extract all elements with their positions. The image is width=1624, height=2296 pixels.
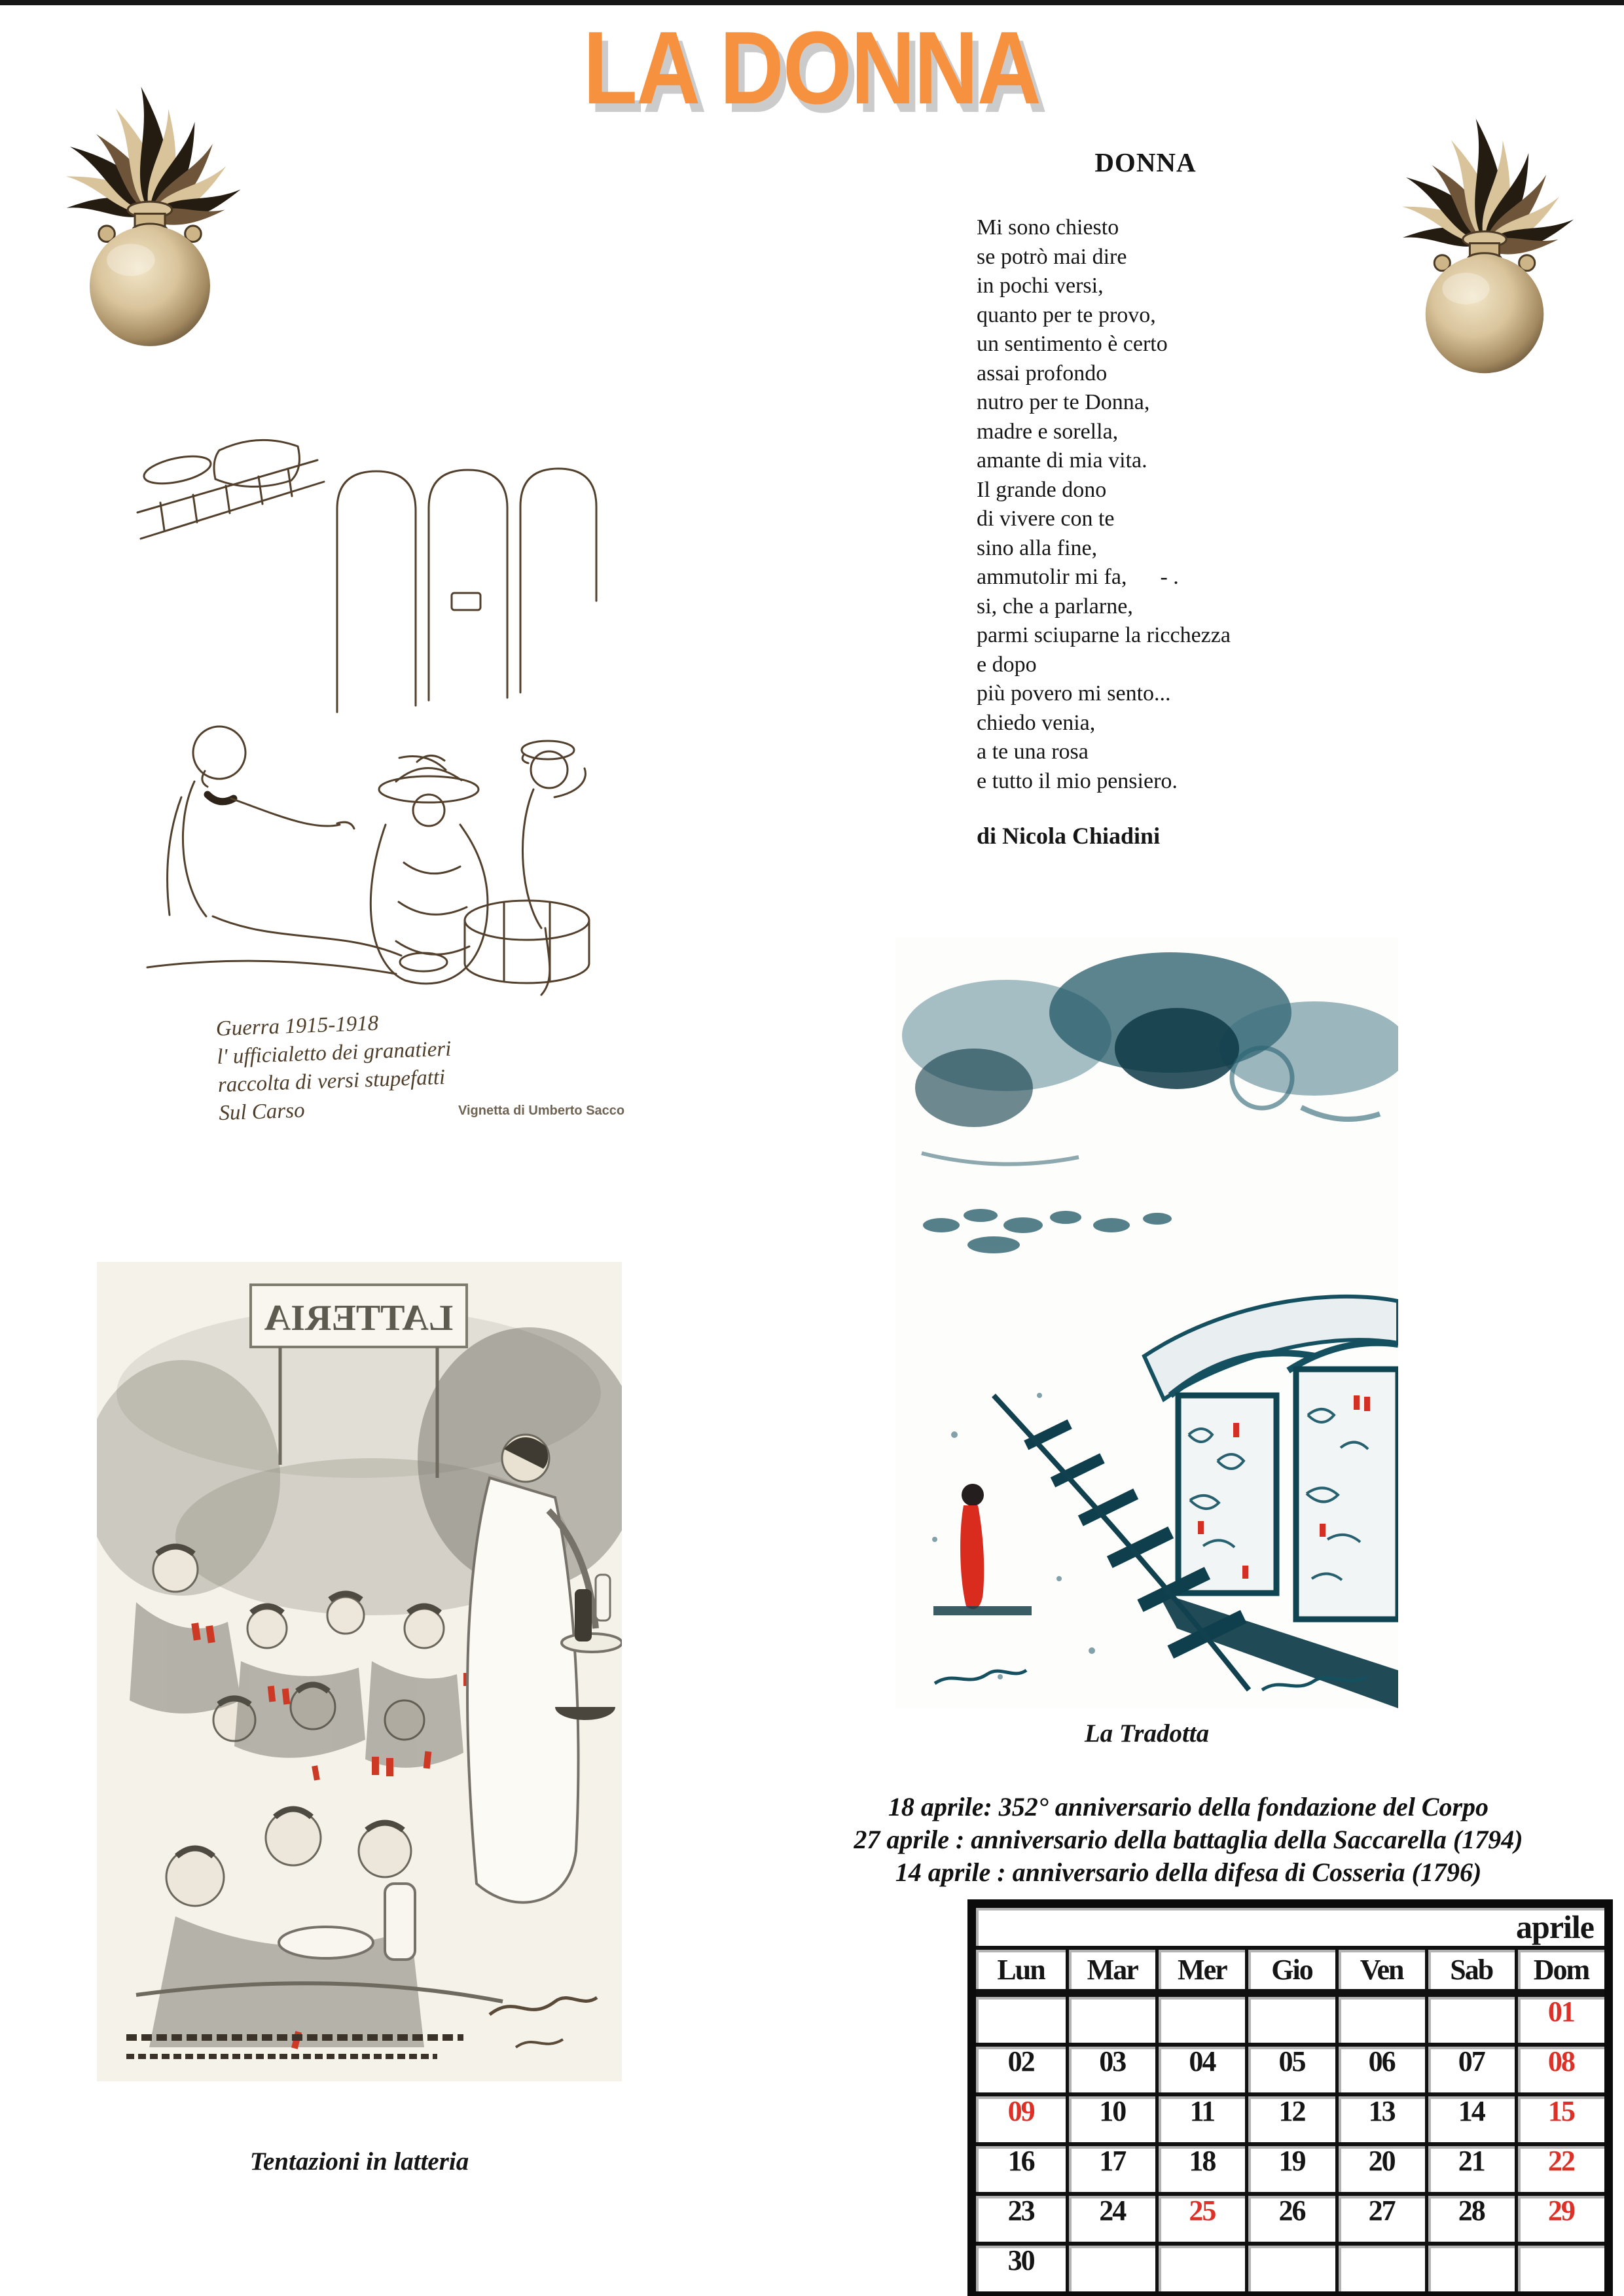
calendar-day-cell: 11 — [1155, 2096, 1245, 2142]
calendar-day-header: Mer — [1155, 1950, 1245, 1989]
calendar-day-cell — [1335, 2246, 1425, 2291]
calendar-day-cell: 08 — [1515, 2047, 1604, 2092]
latteria-caption: Tentazioni in latteria — [249, 2147, 469, 2176]
calendar-day-cell: 25 — [1155, 2196, 1245, 2242]
calendar-day-cell: 14 — [1425, 2096, 1515, 2142]
calendar-day-cell: 13 — [1335, 2096, 1425, 2142]
calendar-day-cell — [1335, 1997, 1425, 2043]
poem-line: madre e sorella, — [977, 419, 1119, 444]
calendar-day-cell: 20 — [1335, 2146, 1425, 2192]
calendar-day-cell: 22 — [1515, 2146, 1604, 2192]
calendar-day-header: Ven — [1335, 1950, 1425, 1989]
calendar-month-label: aprile — [976, 1908, 1604, 1950]
calendar-day-header: Mar — [1066, 1950, 1155, 1989]
calendar-day-cell — [1066, 1997, 1155, 2043]
calendar-week-row — [976, 1993, 1604, 2043]
calendar-week-row — [976, 2043, 1604, 2092]
calendar-day-cell: 29 — [1515, 2196, 1604, 2242]
calendar-day-cell — [1425, 1997, 1515, 2043]
calendar-day-cell: 15 — [1515, 2096, 1604, 2142]
cartoon-printed-caption: Vignetta di Umberto Sacco — [458, 1103, 625, 1118]
poem-line: più povero mi sento... — [977, 681, 1171, 706]
calendar-day-cell: 07 — [1425, 2047, 1515, 2092]
handwriting-line: Sul Carso — [218, 1098, 306, 1126]
poem-line: ammutolir mi fa, - . — [977, 565, 1179, 589]
calendar-day-header: Lun — [976, 1950, 1066, 1989]
calendar-day-cell: 03 — [1066, 2047, 1155, 2092]
calendar-week-row — [976, 2192, 1604, 2242]
calendar-day-cell — [1425, 2246, 1515, 2291]
calendar-day-cell: 04 — [1155, 2047, 1245, 2092]
calendar-day-cell: 27 — [1335, 2196, 1425, 2242]
latteria-drawing — [97, 1262, 622, 2081]
handwriting-line: Guerra 1915-1918 — [215, 1011, 379, 1041]
masthead — [465, 10, 1159, 126]
poem-line: si, che a parlarne, — [977, 594, 1133, 619]
scan-edge-line — [0, 0, 1624, 5]
calendar-day-header: Dom — [1515, 1950, 1604, 1989]
poem-line: sino alla fine, — [977, 535, 1098, 560]
anniversary-line: 14 aprile : anniversario della difesa di Cosseria (1796) — [895, 1857, 1482, 1887]
poem — [977, 213, 1474, 796]
calendar-day-cell — [1245, 2246, 1335, 2291]
anniversary-line: 18 aprile: 352° anniversario della fondazione del Corpo — [888, 1792, 1489, 1821]
handwriting-line: raccolta di versi stupefatti — [217, 1066, 446, 1098]
poem-line: assai profondo — [977, 361, 1108, 386]
calendar-day-header: Gio — [1245, 1950, 1335, 1989]
handwriting-line: l' ufficialetto dei granatieri — [216, 1037, 452, 1069]
latteria-mirrored-sign: LATTERIA — [264, 1298, 454, 1338]
calendar-day-cell: 10 — [1066, 2096, 1155, 2142]
train-compartment-cartoon — [121, 404, 625, 997]
anniversary-line: 27 aprile : anniversario della battaglia della Saccarella (1794) — [854, 1825, 1523, 1854]
poem-line: parmi sciuparne la ricchezza — [977, 623, 1231, 647]
poem-line: e dopo — [977, 652, 1037, 677]
poem-line: di vivere con te — [977, 507, 1115, 531]
tradotta-drawing — [895, 937, 1398, 1708]
calendar-day-cell — [1066, 2246, 1155, 2291]
calendar-day-cell: 21 — [1425, 2146, 1515, 2192]
april-calendar — [967, 1899, 1613, 2296]
calendar-day-cell: 23 — [976, 2196, 1066, 2242]
calendar-day-cell: 28 — [1425, 2196, 1515, 2242]
anniversaries — [753, 1791, 1624, 1889]
calendar-week-row — [976, 2242, 1604, 2291]
calendar-day-cell — [1155, 2246, 1245, 2291]
calendar-day-cell — [1515, 2246, 1604, 2291]
calendar-day-cell: 24 — [1066, 2196, 1155, 2242]
calendar-day-cell: 30 — [976, 2246, 1066, 2291]
calendar-day-cell: 17 — [1066, 2146, 1155, 2192]
calendar-day-cell: 19 — [1245, 2146, 1335, 2192]
poem-line: e tutto il mio pensiero. — [977, 768, 1178, 793]
calendar-day-cell: 02 — [976, 2047, 1066, 2092]
poem-line: in pochi versi, — [977, 274, 1104, 298]
calendar-day-cell — [1155, 1997, 1245, 2043]
calendar-day-cell: 18 — [1155, 2146, 1245, 2192]
poem-author: di Nicola Chiadini — [977, 823, 1161, 849]
tradotta-caption: La Tradotta — [1084, 1719, 1210, 1748]
calendar-week-row — [976, 2142, 1604, 2192]
calendar-day-cell — [976, 1997, 1066, 2043]
calendar-day-cell: 06 — [1335, 2047, 1425, 2092]
calendar-week-row — [976, 2092, 1604, 2142]
calendar-day-cell: 16 — [976, 2146, 1066, 2192]
poem-line: chiedo venia, — [977, 710, 1096, 735]
poem-line: Il grande dono — [977, 477, 1107, 502]
poem-line: se potrò mai dire — [977, 244, 1127, 269]
calendar-day-header-row — [976, 1950, 1604, 1993]
grenadier-grenade-emblem-left — [45, 17, 255, 348]
calendar-day-cell: 26 — [1245, 2196, 1335, 2242]
calendar-day-cell: 12 — [1245, 2096, 1335, 2142]
poem-line: quanto per te provo, — [977, 302, 1156, 327]
calendar-day-cell — [1245, 1997, 1335, 2043]
poem-line: amante di mia vita. — [977, 448, 1147, 473]
poem-line: Mi sono chiesto — [977, 215, 1119, 240]
calendar-day-header: Sab — [1425, 1950, 1515, 1989]
page-title: LA DONNA — [583, 10, 1041, 126]
poem-heading: DONNA — [1094, 147, 1197, 177]
calendar-day-cell: 09 — [976, 2096, 1066, 2142]
calendar-day-cell: 01 — [1515, 1997, 1604, 2043]
poem-line: nutro per te Donna, — [977, 390, 1150, 414]
calendar-day-cell: 05 — [1245, 2047, 1335, 2092]
poem-line: a te una rosa — [977, 740, 1089, 764]
poem-line: un sentimento è certo — [977, 332, 1168, 356]
